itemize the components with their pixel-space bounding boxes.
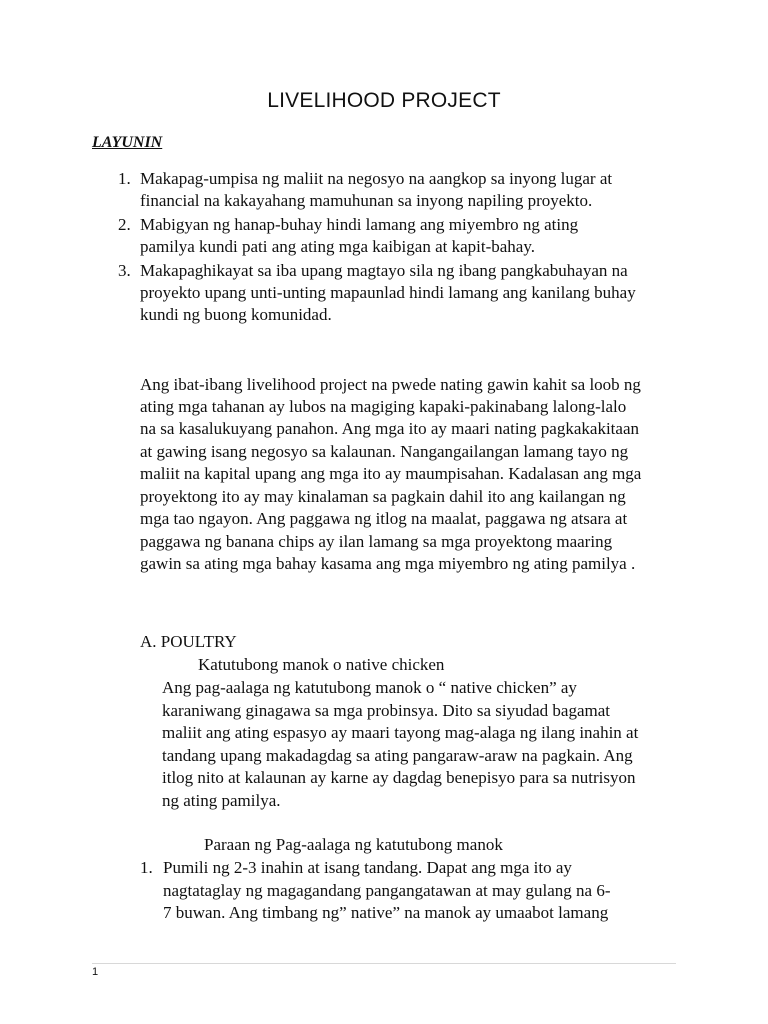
list-number: 3. [118,261,131,280]
paragraph-line: ating mga tahanan ay lubos na magiging kapaki-pakinabang lalong-lalo [140,397,627,416]
section-subtitle: Katutubong manok o native chicken [198,655,445,674]
list-item-line: financial na kakayahang mamuhunan sa inyong napiling proyekto. [140,191,593,210]
paragraph-line: at gawing isang negosyo sa kalaunan. Nangangailangan lamang tayo ng [140,442,629,461]
page-number: 1 [92,966,99,978]
list-item-line: 7 buwan. Ang timbang ng” native” na manok ay umaabot lamang [163,903,609,922]
page-title: LIVELIHOOD PROJECT [267,89,501,112]
method-heading: Paraan ng Pag-aalaga ng katutubong manok [204,835,503,854]
paragraph-line: tandang upang makadagdag sa ating pangaraw-araw na pagkain. Ang [162,746,633,765]
paragraph-line: maliit ang ating espasyo ay maari tayong mag-alaga ng ilang inahin at [162,723,639,742]
paragraph-line: ng ating pamilya. [162,791,281,810]
paragraph-line: mga tao ngayon. Ang paggawa ng itlog na maalat, paggawa ng atsara at [140,509,628,528]
list-number: 1. [118,169,131,188]
paragraph-line: Ang pag-aalaga ng katutubong manok o “ native chicken” ay [162,678,577,697]
list-number: 1. [140,858,153,877]
section-label: A. POULTRY [140,632,237,651]
paragraph-line: paggawa ng banana chips ay ilan lamang sa mga proyektong maaring [140,532,613,551]
footer-divider [92,963,676,964]
layunin-heading: LAYUNIN [92,134,163,151]
paragraph-line: gawin sa ating mga bahay kasama ang mga miyembro ng ating pamilya . [140,554,636,573]
paragraph-line: karaniwang ginagawa sa mga probinsya. Dito sa siyudad bagamat [162,701,611,720]
list-item-line: Pumili ng 2-3 inahin at isang tandang. Dapat ang mga ito ay [163,858,572,877]
list-item-line: Mabigyan ng hanap-buhay hindi lamang ang miyembro ng ating [140,215,579,234]
list-item-line: proyekto upang unti-unting mapaunlad hindi lamang ang kanilang buhay [140,283,636,302]
paragraph-line: itlog nito at kalaunan ay karne ay dagdag benepisyo para sa nutrisyon [162,768,636,787]
paragraph-line: proyektong ito ay may kinalaman sa pagkain dahil ito ang kailangan ng [140,487,626,506]
list-item-line: nagtataglay ng magagandang pangangatawan at may gulang na 6- [163,881,611,900]
paragraph-line: na sa kasalukuyang panahon. Ang mga ito ay maari nating pagkakakitaan [140,419,639,438]
paragraph-line: Ang ibat-ibang livelihood project na pwede nating gawin kahit sa loob ng [140,375,641,394]
list-item-line: Makapaghikayat sa iba upang magtayo sila ng ibang pangkabuhayan na [140,261,628,280]
list-item-line: pamilya kundi pati ang ating mga kaibigan at kapit-bahay. [140,237,535,256]
list-item-line: Makapag-umpisa ng maliit na negosyo na aangkop sa inyong lugar at [140,169,613,188]
list-item-line: kundi ng buong komunidad. [140,305,332,324]
paragraph-line: maliit na kapital upang ang mga ito ay maumpisahan. Kadalasan ang mga [140,464,642,483]
list-number: 2. [118,215,131,234]
